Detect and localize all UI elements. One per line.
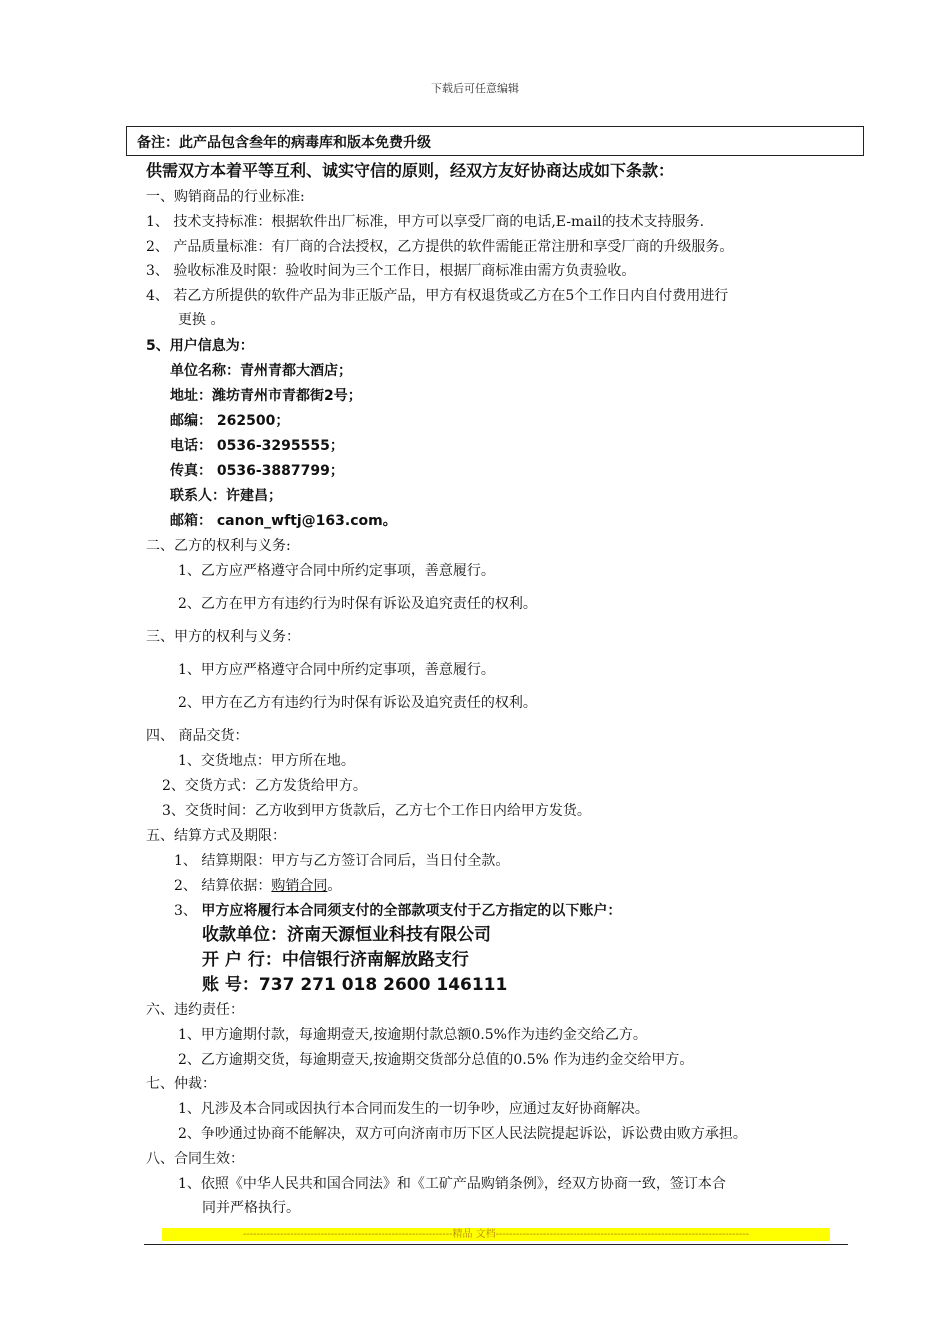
section-1-item: 4、 若乙方所提供的软件产品为非正版产品，甲方有权退货或乙方在5个工作日内自付费用进行 bbox=[146, 288, 729, 304]
section-5-item-prefix: 3、 bbox=[174, 903, 202, 919]
section-7-title: 七、仲裁： bbox=[146, 1076, 216, 1092]
section-5-item bbox=[174, 902, 621, 920]
section-7-item: 1、凡涉及本合同或因执行本合同而发生的一切争吵，应通过友好协商解决。 bbox=[178, 1101, 649, 1117]
account-number: 账 号：737 271 018 2600 146111 bbox=[202, 975, 508, 995]
section-1-item: 1、 技术支持标准：根据软件出厂标准，甲方可以享受厂商的电话,E-mail的技术支持服务. bbox=[146, 214, 705, 230]
section-5-item-prefix: 2、 结算依据： bbox=[174, 878, 272, 894]
intro-heading: 供需双方本着平等互利、诚实守信的原则，经双方友好协商达成如下条款： bbox=[146, 161, 675, 180]
user-info-line: 传真： 0536-3887799； bbox=[170, 463, 344, 479]
section-3-item: 1、甲方应严格遵守合同中所约定事项，善意履行。 bbox=[178, 662, 495, 678]
user-info-line: 邮编： 262500； bbox=[170, 413, 290, 429]
section-2-item: 1、乙方应严格遵守合同中所约定事项，善意履行。 bbox=[178, 563, 495, 579]
section-8-item: 1、依照《中华人民共和国合同法》和《工矿产品购销条例》，经双方协商一致，签订本合 bbox=[178, 1176, 726, 1192]
section-6-title: 六、违约责任： bbox=[146, 1002, 244, 1018]
section-2-title: 二、乙方的权利与义务: bbox=[146, 538, 291, 554]
section-3-title: 三、甲方的权利与义务： bbox=[146, 629, 300, 645]
section-1-title: 一、购销商品的行业标准: bbox=[146, 189, 305, 205]
bank-name: 开 户 行：中信银行济南解放路支行 bbox=[202, 950, 469, 970]
section-1-item: 2、 产品质量标准：有厂商的合法授权，乙方提供的软件需能正常注册和享受厂商的升级服务。 bbox=[146, 239, 734, 255]
user-info-line: 地址：潍坊青州市青都街2号； bbox=[170, 388, 362, 404]
section-5-item-suffix: 。 bbox=[327, 878, 342, 894]
section-2-item: 2、乙方在甲方有违约行为时保有诉讼及追究责任的权利。 bbox=[178, 596, 537, 612]
section-1-item: 3、 验收标准及时限：验收时间为三个工作日，根据厂商标准由需方负责验收。 bbox=[146, 263, 636, 279]
section-8-title: 八、合同生效： bbox=[146, 1151, 244, 1167]
footer-watermark-band: --------------------------------------------------------------精品 文档--------------------------------------------------------------------------- bbox=[162, 1228, 830, 1241]
section-6-item: 2、乙方逾期交货，每逾期壹天,按逾期交货部分总值的0.5% 作为违约金交给甲方。 bbox=[178, 1052, 694, 1068]
purchase-contract-link[interactable]: 购销合同 bbox=[271, 878, 328, 894]
user-info-line: 联系人：许建昌； bbox=[170, 488, 282, 504]
section-4-item: 2、交货方式：乙方发货给甲方。 bbox=[162, 778, 367, 794]
footer-divider bbox=[144, 1244, 848, 1245]
user-info-line: 电话： 0536-3295555； bbox=[170, 438, 344, 454]
user-info-line: 单位名称：青州青都大酒店； bbox=[170, 363, 352, 379]
section-4-item: 1、交货地点：甲方所在地。 bbox=[178, 753, 355, 769]
section-5-item bbox=[174, 877, 341, 895]
section-7-item: 2、争吵通过协商不能解决，双方可向济南市历下区人民法院提起诉讼，诉讼费由败方承担。 bbox=[178, 1126, 747, 1142]
page-header: 下载后可任意编辑 bbox=[431, 82, 519, 95]
section-1-item-continuation: 更换 。 bbox=[178, 312, 225, 328]
section-5-item: 1、 结算期限：甲方与乙方签订合同后，当日付全款。 bbox=[174, 853, 510, 869]
payee-name: 收款单位：济南天源恒业科技有限公司 bbox=[202, 925, 491, 945]
note-box: 备注：此产品包含叁年的病毒库和版本免费升级 bbox=[126, 126, 864, 156]
section-8-item-continuation: 同并严格执行。 bbox=[202, 1200, 300, 1216]
user-info-title: 5、用户信息为： bbox=[146, 338, 254, 354]
user-info-line: 邮箱： canon_wftj@163.com。 bbox=[170, 513, 397, 529]
section-6-item: 1、甲方逾期付款，每逾期壹天,按逾期付款总额0.5%作为违约金交给乙方。 bbox=[178, 1027, 647, 1043]
payment-instruction: 甲方应将履行本合同须支付的全部款项支付于乙方指定的以下账户： bbox=[201, 903, 622, 919]
section-4-item: 3、交货时间：乙方收到甲方货款后，乙方七个工作日内给甲方发货。 bbox=[162, 803, 591, 819]
section-5-title: 五、结算方式及期限： bbox=[146, 828, 286, 844]
section-3-item: 2、甲方在乙方有违约行为时保有诉讼及追究责任的权利。 bbox=[178, 695, 537, 711]
section-4-title: 四、 商品交货： bbox=[146, 728, 249, 744]
